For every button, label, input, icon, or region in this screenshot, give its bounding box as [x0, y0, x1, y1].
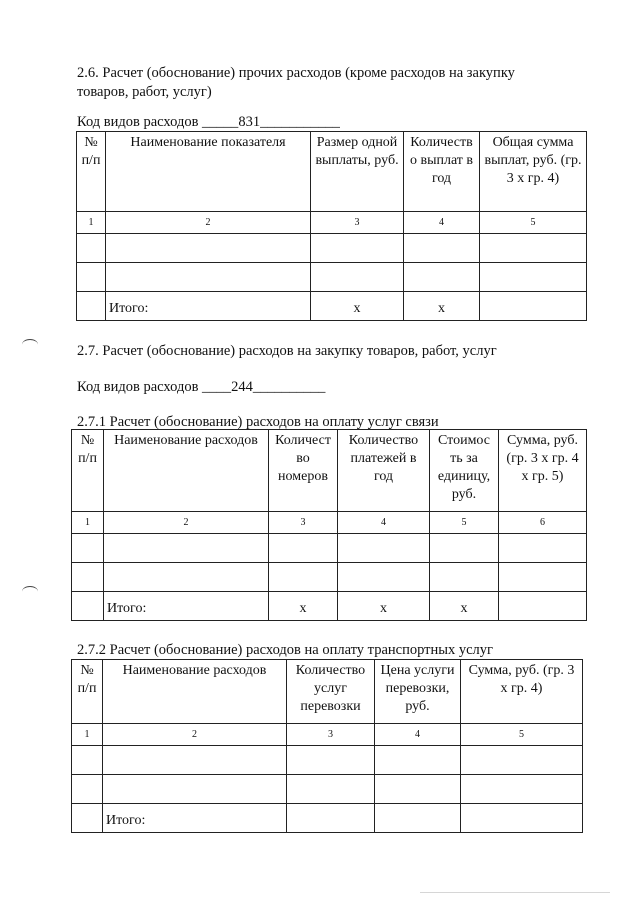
- table-cell: [499, 563, 587, 592]
- total-label: Итого:: [103, 804, 287, 833]
- header-cell: Количество услуг перевозки: [287, 660, 375, 724]
- table-cell: [461, 746, 583, 775]
- table-cell: [311, 234, 404, 263]
- table-cell: [103, 775, 287, 804]
- table-row: [77, 263, 587, 292]
- table-cell: [461, 775, 583, 804]
- table-cell: [404, 234, 480, 263]
- table-cell: [287, 775, 375, 804]
- column-number: 5: [430, 512, 499, 534]
- table-header-row: [72, 430, 587, 512]
- table-cell: [430, 563, 499, 592]
- table-cell: [72, 746, 103, 775]
- total-cell: х: [338, 592, 430, 621]
- total-row: [77, 292, 587, 321]
- column-number-row: [77, 212, 587, 234]
- header-cell: Наименование расходов: [104, 430, 269, 512]
- column-number: 5: [461, 724, 583, 746]
- header-cell: Цена услуги перевозки, руб.: [375, 660, 461, 724]
- table-row: [72, 563, 587, 592]
- header-cell: Стоимос ть за единицу, руб.: [430, 430, 499, 512]
- table-cell: [269, 563, 338, 592]
- table-cell: [269, 534, 338, 563]
- table-row: [77, 234, 587, 263]
- total-cell: х: [430, 592, 499, 621]
- table-cell: [499, 534, 587, 563]
- margin-mark: [22, 586, 38, 597]
- header-cell: № п/п: [72, 660, 103, 724]
- table-communication-services: [71, 429, 587, 621]
- header-cell: Размер одной выплаты, руб.: [311, 132, 404, 212]
- table-cell: [338, 534, 430, 563]
- total-cell: [287, 804, 375, 833]
- column-number: 1: [72, 512, 104, 534]
- total-row: [72, 592, 587, 621]
- header-cell: Количество платежей в год: [338, 430, 430, 512]
- total-cell: [77, 292, 106, 321]
- total-row: [72, 804, 583, 833]
- column-number: 4: [375, 724, 461, 746]
- code-line-831: [77, 113, 340, 132]
- section-2-7-2-heading: 2.7.2 Расчет (обоснование) расходов на оплату транспортных услуг: [77, 642, 493, 658]
- column-number: 1: [77, 212, 106, 234]
- header-cell: Наименование показателя: [106, 132, 311, 212]
- column-number: 3: [287, 724, 375, 746]
- table-row: [72, 746, 583, 775]
- table-cell: [77, 263, 106, 292]
- table-cell: [338, 563, 430, 592]
- total-cell: х: [404, 292, 480, 321]
- table-row: [72, 534, 587, 563]
- column-number: 1: [72, 724, 103, 746]
- table-cell: [480, 263, 587, 292]
- table-cell: [287, 746, 375, 775]
- section-2-7-1-heading: 2.7.1 Расчет (обоснование) расходов на оплату услуг связи: [77, 414, 439, 430]
- table-cell: [106, 263, 311, 292]
- column-number: 6: [499, 512, 587, 534]
- table-cell: [480, 234, 587, 263]
- table-header-row: [77, 132, 587, 212]
- total-label: Итого:: [104, 592, 269, 621]
- header-cell: Сумма, руб. (гр. 3 х гр. 4): [461, 660, 583, 724]
- table-cell: [72, 563, 104, 592]
- table-cell: [77, 234, 106, 263]
- table-cell: [72, 775, 103, 804]
- table-cell: [404, 263, 480, 292]
- table-other-expenses: [76, 131, 587, 321]
- table-cell: [104, 563, 269, 592]
- column-number: 3: [311, 212, 404, 234]
- scan-artifact: [420, 892, 610, 893]
- total-cell: [375, 804, 461, 833]
- table-cell: [72, 534, 104, 563]
- total-label: Итого:: [106, 292, 311, 321]
- total-cell: х: [311, 292, 404, 321]
- header-cell: № п/п: [77, 132, 106, 212]
- code-underline: ___________: [260, 114, 340, 130]
- header-cell: Количест во номеров: [269, 430, 338, 512]
- section-2-7-heading: 2.7. Расчет (обоснование) расходов на закупку товаров, работ, услуг: [77, 343, 497, 359]
- header-cell: Общая сумма выплат, руб. (гр. 3 х гр. 4): [480, 132, 587, 212]
- section-2-6-heading-line2: товаров, работ, услуг): [77, 84, 212, 100]
- column-number: 5: [480, 212, 587, 234]
- header-cell: Количеств о выплат в год: [404, 132, 480, 212]
- table-row: [72, 775, 583, 804]
- column-number: 2: [104, 512, 269, 534]
- header-cell: Наименование расходов: [103, 660, 287, 724]
- column-number-row: [72, 512, 587, 534]
- code-label: Код видов расходов _____: [77, 114, 239, 130]
- table-cell: [375, 746, 461, 775]
- table-cell: [311, 263, 404, 292]
- table-cell: [106, 234, 311, 263]
- section-2-6-heading: [77, 64, 515, 102]
- table-cell: [104, 534, 269, 563]
- table-transport-services: [71, 659, 583, 833]
- table-cell: [103, 746, 287, 775]
- column-number: 4: [338, 512, 430, 534]
- total-cell: [480, 292, 587, 321]
- table-cell: [430, 534, 499, 563]
- code-label: Код видов расходов ____: [77, 379, 232, 395]
- total-cell: [72, 804, 103, 833]
- column-number: 2: [103, 724, 287, 746]
- table-cell: [375, 775, 461, 804]
- column-number-row: [72, 724, 583, 746]
- margin-mark: [22, 339, 38, 350]
- total-cell: [72, 592, 104, 621]
- code-underline: __________: [252, 379, 326, 395]
- column-number: 2: [106, 212, 311, 234]
- header-cell: Сумма, руб. (гр. 3 х гр. 4 х гр. 5): [499, 430, 587, 512]
- total-cell: х: [269, 592, 338, 621]
- code-value: 244: [231, 379, 253, 395]
- column-number: 3: [269, 512, 338, 534]
- total-cell: [499, 592, 587, 621]
- section-2-6-heading-line1: 2.6. Расчет (обоснование) прочих расходов (кроме расходов на закупку: [77, 65, 515, 81]
- code-line-244: [77, 378, 325, 397]
- header-cell: № п/п: [72, 430, 104, 512]
- table-header-row: [72, 660, 583, 724]
- code-value: 831: [238, 114, 261, 130]
- total-cell: [461, 804, 583, 833]
- column-number: 4: [404, 212, 480, 234]
